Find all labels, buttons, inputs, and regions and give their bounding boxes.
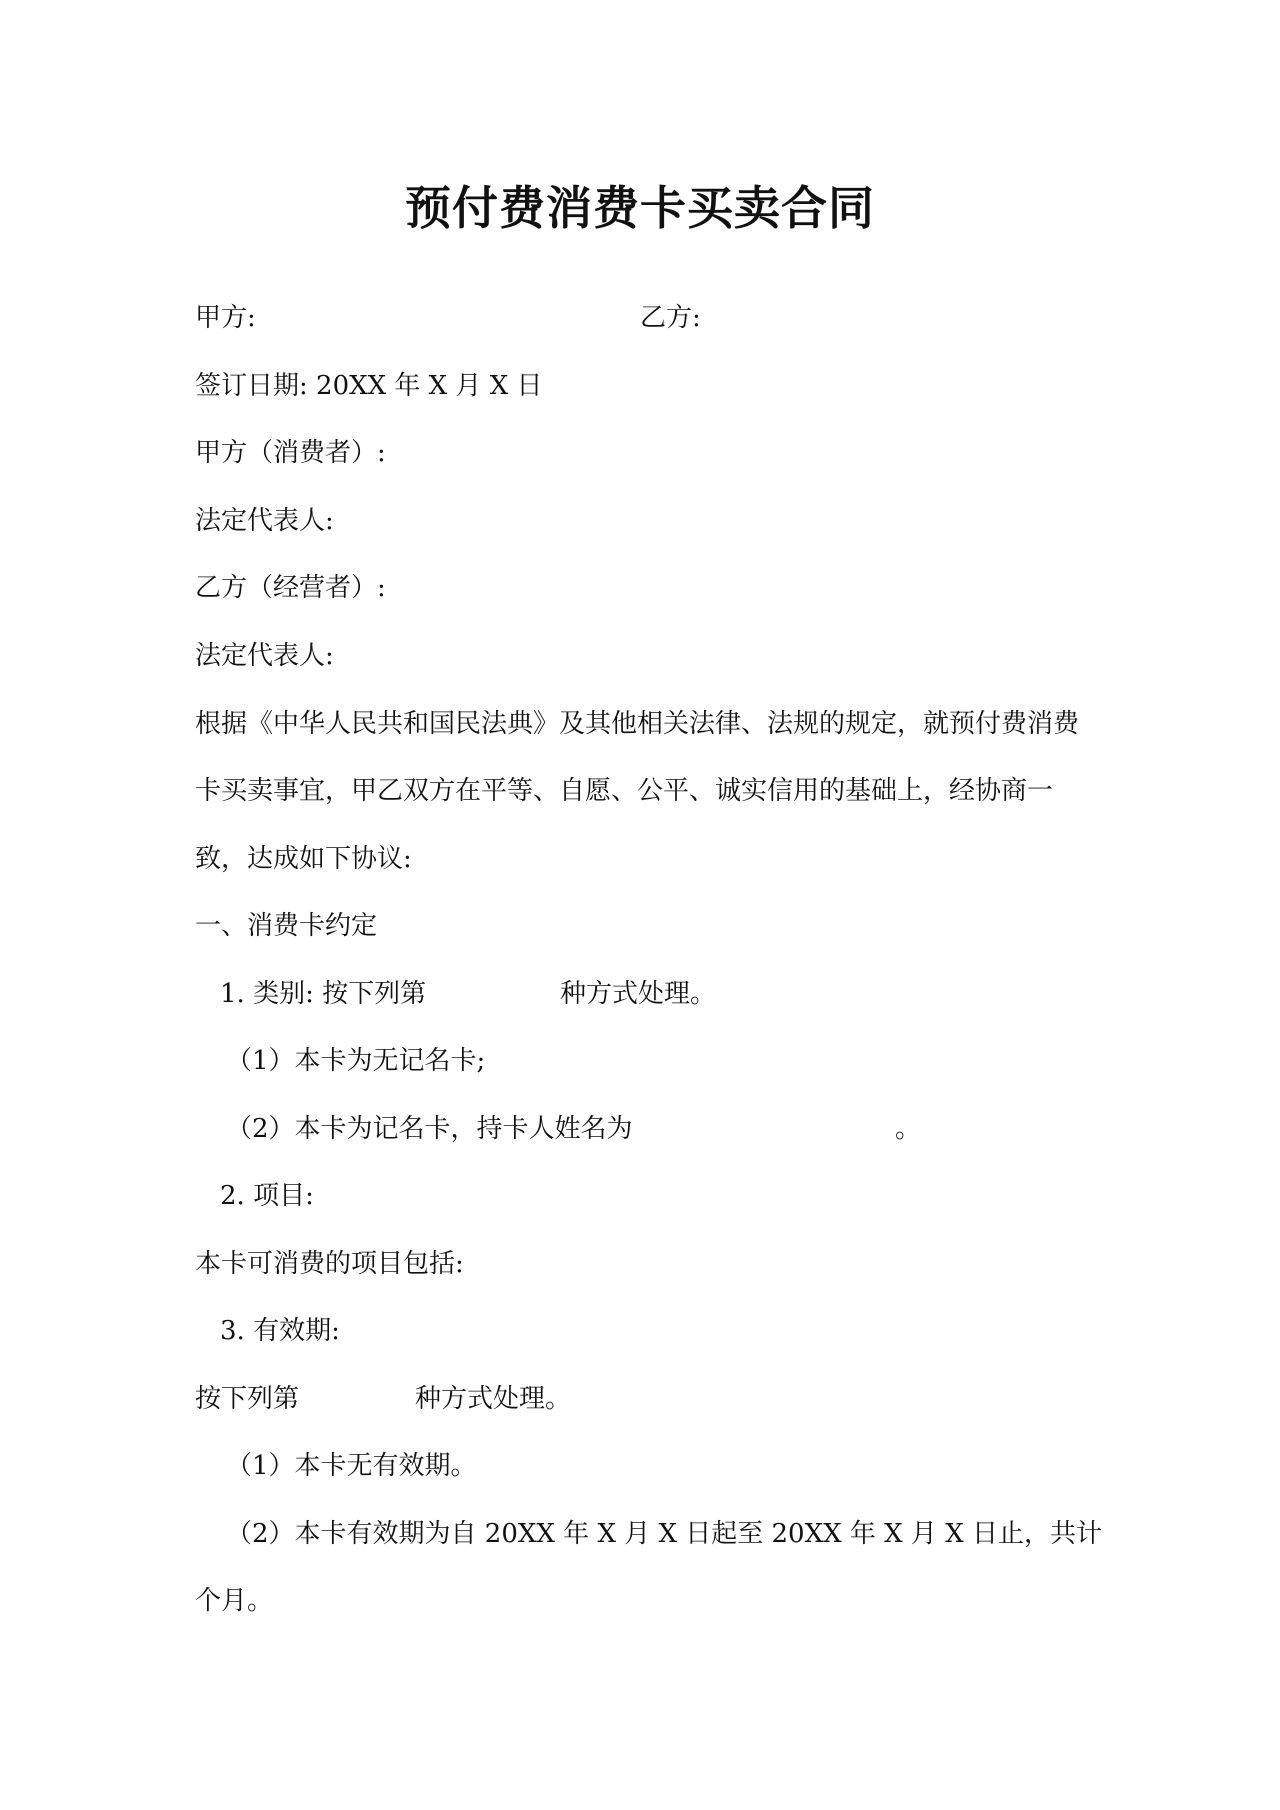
- item-3-choice-suffix: 种方式处理。: [415, 1384, 572, 1414]
- party-b-legal-rep: 法定代表人:: [195, 641, 334, 671]
- item-3-choice: 按下列第: [195, 1384, 300, 1414]
- party-b-operator: 乙方（经营者）:: [195, 573, 386, 603]
- document-title: 预付费消费卡买卖合同: [405, 181, 875, 235]
- item-1-option-2: （2）本卡为记名卡，持卡人姓名为: [226, 1114, 633, 1144]
- party-a-legal-rep: 法定代表人:: [195, 506, 334, 536]
- preamble-line-3: 致，达成如下协议:: [195, 844, 412, 874]
- item-1-label: 1. 类别: 按下列第: [220, 979, 427, 1009]
- item-3-option-2-continued: 个月。: [195, 1586, 274, 1616]
- item-2-label: 2. 项目:: [220, 1181, 314, 1211]
- party-a-header: 甲方:: [195, 303, 256, 333]
- signing-date: 签订日期: 20XX 年 X 月 X 日: [195, 371, 543, 401]
- item-2-text: 本卡可消费的项目包括:: [195, 1249, 464, 1279]
- item-3-option-2: （2）本卡有效期为自 20XX 年 X 月 X 日起至 20XX 年 X 月 X 日止，共计: [226, 1519, 1102, 1549]
- party-a-consumer: 甲方（消费者）:: [195, 438, 386, 468]
- item-3-label: 3. 有效期:: [220, 1316, 340, 1346]
- item-3-option-1: （1）本卡无有效期。: [226, 1451, 477, 1481]
- section-1-heading: 一、消费卡约定: [195, 911, 378, 941]
- item-1-suffix: 种方式处理。: [560, 979, 717, 1009]
- preamble-line-1: 根据《中华人民共和国民法典》及其他相关法律、法规的规定，就预付费消费: [195, 709, 1080, 739]
- item-1-option-2-end: 。: [895, 1114, 922, 1144]
- preamble-line-2: 卡买卖事宜，甲乙双方在平等、自愿、公平、诚实信用的基础上，经协商一: [195, 776, 1054, 806]
- item-1-option-1: （1）本卡为无记名卡;: [226, 1046, 486, 1076]
- party-b-header: 乙方:: [640, 303, 701, 333]
